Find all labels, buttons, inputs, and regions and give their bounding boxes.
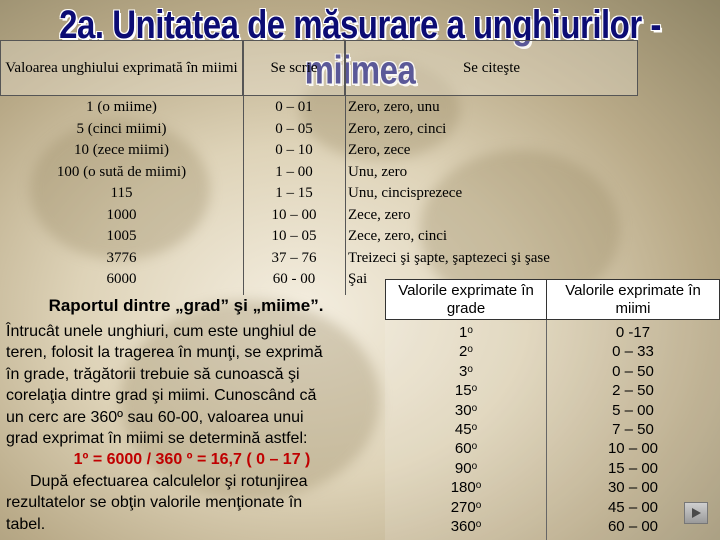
degree-miimi-table — [385, 279, 720, 540]
table-cell: 3$^o$ — [459, 362, 473, 380]
column-value — [0, 97, 243, 291]
paragraph-line: teren, folosit la tragerea în munţi, se exprimă — [6, 344, 323, 362]
table-cell: 1 – 00 — [275, 163, 313, 180]
paragraph-line: grad exprimat în miimi se determină astfel: — [6, 430, 308, 448]
table-cell: 2$^o$ — [459, 343, 473, 361]
table-cell: 0 – 01 — [275, 99, 313, 115]
table-cell: 7 – 50 — [612, 421, 654, 439]
paragraph-line: corelaţia dintre grad şi miimi. Cunoscând că — [6, 387, 317, 405]
column-degrees — [385, 323, 547, 536]
table-cell: 0 -17 — [615, 324, 651, 341]
page-title: 2a. Unitatea de măsurare a unghiurilor - miimea — [59, 2, 661, 92]
table-cell: 10 (zece miimi) — [74, 142, 169, 158]
table-cell: Şai — [348, 271, 368, 287]
paragraph-line: un cerc are 360º sau 60-00, valoarea unui — [6, 408, 304, 426]
next-slide-button[interactable] — [684, 502, 708, 524]
table-cell: 2 – 50 — [612, 382, 654, 400]
table-cell: 5 (cinci miimi) — [76, 120, 167, 137]
header-written: Se scrie — [243, 40, 345, 96]
header-degrees: Valorile exprimate în grade — [385, 279, 547, 320]
paragraph-line: rezultatelor se obţin valorile menţionate în — [6, 494, 303, 512]
table-cell: Zero, zece — [348, 142, 411, 158]
table-cell: 30$^o$ — [454, 401, 478, 419]
column-read — [348, 97, 638, 291]
table-cell: 5 – 00 — [612, 401, 654, 419]
paragraph-line: tabel. — [6, 515, 46, 533]
table-cell: 15$^o$ — [454, 382, 478, 400]
table-cell: Zero, zero, cinci — [348, 120, 447, 137]
table-cell: 1000 — [106, 206, 137, 223]
paragraph-line: După efectuarea calculelor şi rotunjirea — [30, 472, 308, 490]
table-cell: Unu, cincisprezece — [348, 185, 463, 201]
table-cell: 1005 — [106, 228, 137, 244]
table-cell: 0 – 33 — [612, 343, 654, 361]
table-cell: 0 – 10 — [275, 142, 313, 158]
table-cell: Unu, zero — [348, 163, 408, 180]
table-cell: 100 (o sută de miimi) — [56, 163, 187, 180]
table-cell: 6000 — [106, 271, 137, 287]
table-cell: 3776 — [106, 249, 137, 266]
table-cell: 60 - 00 — [272, 271, 316, 287]
table-cell: 45 – 00 — [607, 498, 659, 516]
table-cell: 37 – 76 — [271, 249, 317, 266]
header-value-miimi: Valoarea unghiului exprimată în miimi — [0, 40, 243, 96]
play-next-icon — [690, 507, 702, 519]
ratio-paragraph — [6, 321, 378, 535]
table-cell: 15 – 00 — [607, 459, 659, 477]
header-read: Se citeşte — [345, 40, 638, 96]
table-cell: 10 – 05 — [271, 228, 317, 244]
paragraph-line: în grade, trăgătorii trebuie să cunoască şi — [6, 365, 300, 383]
table-cell: 60$^o$ — [454, 440, 478, 458]
table-cell: 1 (o miime) — [86, 99, 157, 115]
table-cell: 180$^o$ — [450, 479, 482, 497]
table-cell: 0 – 05 — [275, 120, 313, 137]
column-divider — [345, 96, 346, 295]
table-cell: 0 – 50 — [612, 362, 654, 380]
conversion-formula: 1º = 6000 / 360 º = 16,7 ( 0 – 17 ) — [73, 451, 311, 469]
miimi-reading-table — [0, 40, 638, 295]
table-cell: 360$^o$ — [450, 518, 482, 536]
table-cell: 1$^o$ — [459, 324, 473, 341]
table-cell: 10 – 00 — [607, 440, 659, 458]
table-cell: 270$^o$ — [450, 498, 482, 516]
ratio-heading: Raportul dintre „grad” şi „miime”. — [48, 296, 324, 315]
table-cell: 30 – 00 — [607, 479, 659, 497]
table-cell: Treizeci şi şapte, şaptezeci şi şase — [348, 249, 550, 266]
column-written — [243, 97, 345, 291]
table-cell: 10 – 00 — [271, 206, 317, 223]
table-cell: Zero, zero, unu — [348, 99, 440, 115]
table-cell: 1 – 15 — [275, 185, 313, 201]
paragraph-line: Întrucât unele unghiuri, cum este unghiul de — [6, 323, 317, 340]
table-cell: 90$^o$ — [454, 459, 478, 477]
table-cell: Zece, zero — [348, 206, 411, 223]
table-cell: 45$^o$ — [454, 421, 478, 439]
header-miimi: Valorile exprimate în miimi — [546, 279, 720, 320]
table-cell: 115 — [110, 185, 133, 201]
table-cell: 60 – 00 — [607, 518, 659, 536]
table-cell: Zece, zero, cinci — [348, 228, 448, 244]
